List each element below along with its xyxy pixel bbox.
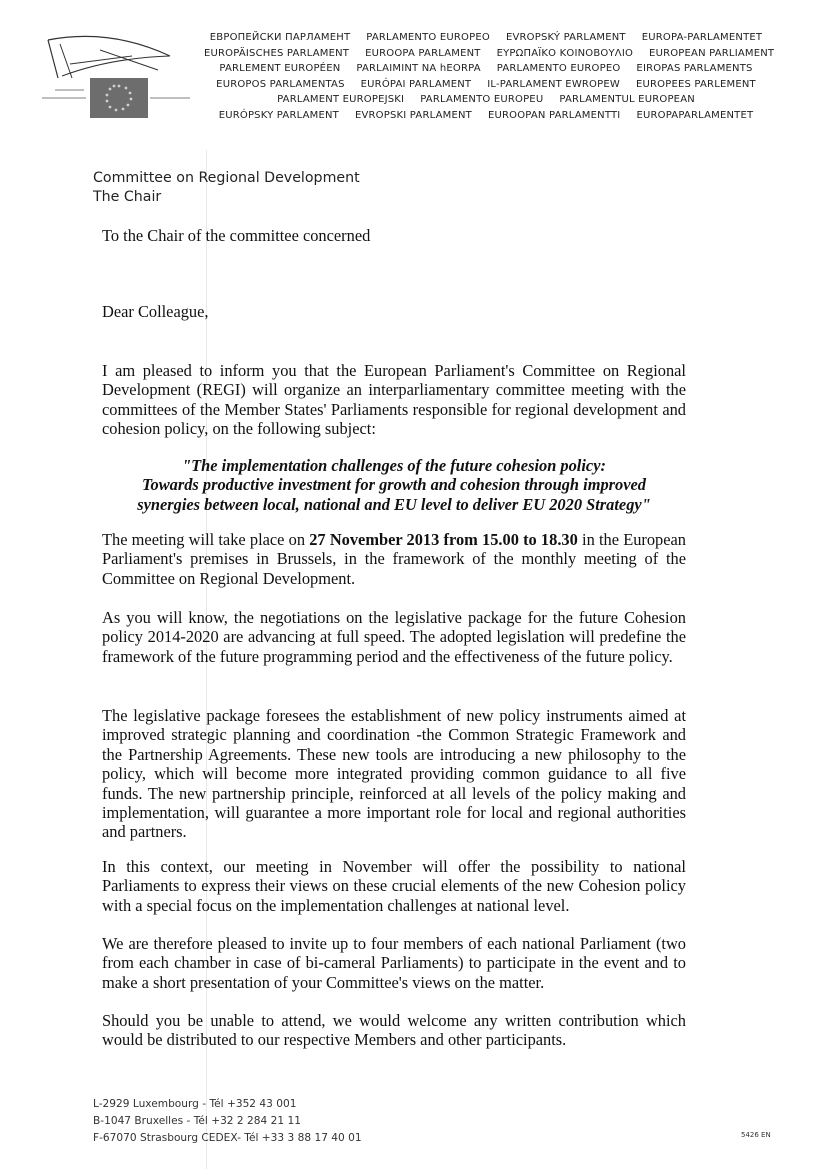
parliament-names-header xyxy=(196,30,776,124)
paragraph-legislative-package: The legislative package foresees the establishment of new policy instruments aimed at improved strategic planning and coordination -the Common Strategic Framework and the Partnership Agreements. These new tools are introducing a new philosophy to the policy, which will become more integrated providing common guidance to all five funds. The new partnership principle, reinforced at all levels of the policy making and implementation, will guarantee a more important role for local and regional authorities and partners. xyxy=(102,706,686,842)
recipient-line: To the Chair of the committee concerned xyxy=(102,226,371,245)
paragraph-invitation: We are therefore pleased to invite up to four members of each national Parliament (two from each chamber in case of bi-cameral Parliaments) to participate in the event and to make a short presentation of your Committee's views on the matter. xyxy=(102,934,686,992)
address-strasbourg: F-67070 Strasbourg CEDEX- Tél +33 3 88 17 40 01 xyxy=(93,1132,362,1145)
meeting-date-time: 27 November 2013 from 15.00 to 18.30 xyxy=(309,530,578,549)
meeting-subject xyxy=(102,456,686,514)
sender-committee: Committee on Regional Development xyxy=(93,170,360,186)
sender-block xyxy=(93,169,360,207)
subject-line: Towards productive investment for growth and cohesion through improved xyxy=(142,475,646,495)
salutation: Dear Colleague, xyxy=(102,302,209,321)
paragraph-context: In this context, our meeting in November will offer the possibility to national Parliaments to express their views on these crucial elements of the new Cohesion policy with a special focus on the implementation challenges at national level. xyxy=(102,857,686,915)
parliament-names-line: EUROPÄISCHES PARLAMENT EUROOPA PARLAMENT ΕΥΡΩΠΑΪΚΟ ΚΟΙΝΟΒΟΥΛΙΟ EUROPEAN PARLIAMENT xyxy=(204,47,775,59)
paragraph-written-contribution: Should you be unable to attend, we would welcome any written contribution which would be distributed to our respective Members and other participants. xyxy=(102,1011,686,1050)
footer-addresses xyxy=(93,1096,362,1148)
parliament-names-line: ЕВРОПЕЙСКИ ПАРЛАМЕНТ PARLAMENTO EUROPEO EVROPSKÝ PARLAMENT EUROPA-PARLAMENTET xyxy=(209,32,763,43)
paragraph-meeting-date: The meeting will take place on 27 November 2013 from 15.00 to 18.30 in the European Parliament's premises in Brussels, in the framework of the monthly meeting of the Committee on Regional Development. xyxy=(102,530,686,588)
subject-line: "The implementation challenges of the future cohesion policy: xyxy=(182,456,606,475)
european-parliament-logo-icon xyxy=(40,28,190,128)
paragraph-negotiations: As you will know, the negotiations on the legislative package for the future Cohesion policy 2014-2020 are advancing at full speed. The adopted legislation will predefine the framework of the future programming period and the effectiveness of the future policy. xyxy=(102,608,686,666)
sender-role: The Chair xyxy=(93,189,162,205)
subject-line: synergies between local, national and EU level to deliver EU 2020 Strategy" xyxy=(137,494,651,514)
document-reference: 5426 EN xyxy=(741,1131,771,1139)
parliament-names-line: EURÓPSKY PARLAMENT EVROPSKI PARLAMENT EUROOPAN PARLAMENTTI EUROPAPARLAMENTET xyxy=(218,109,754,121)
paragraph-intro: I am pleased to inform you that the European Parliament's Committee on Regional Development (REGI) will organize an interparliamentary committee meeting with the committees of the Member States' Parliaments responsible for regional development and cohesion policy, on the following subject: xyxy=(102,361,686,439)
address-luxembourg: L-2929 Luxembourg - Tél +352 43 001 xyxy=(93,1098,297,1110)
parliament-names-line: EUROPOS PARLAMENTAS EURÓPAI PARLAMENT IL-PARLAMENT EWROPEW EUROPEES PARLEMENT xyxy=(216,78,756,90)
parliament-names-line: PARLAMENT EUROPEJSKI PARLAMENTO EUROPEU PARLAMENTUL EUROPEAN xyxy=(277,94,695,106)
address-brussels: B-1047 Bruxelles - Tél +32 2 284 21 11 xyxy=(93,1115,301,1128)
parliament-names-line: PARLEMENT EUROPÉEN PARLAIMINT NA hEORPA PARLAMENTO EUROPEO EIROPAS PARLAMENTS xyxy=(219,63,753,75)
